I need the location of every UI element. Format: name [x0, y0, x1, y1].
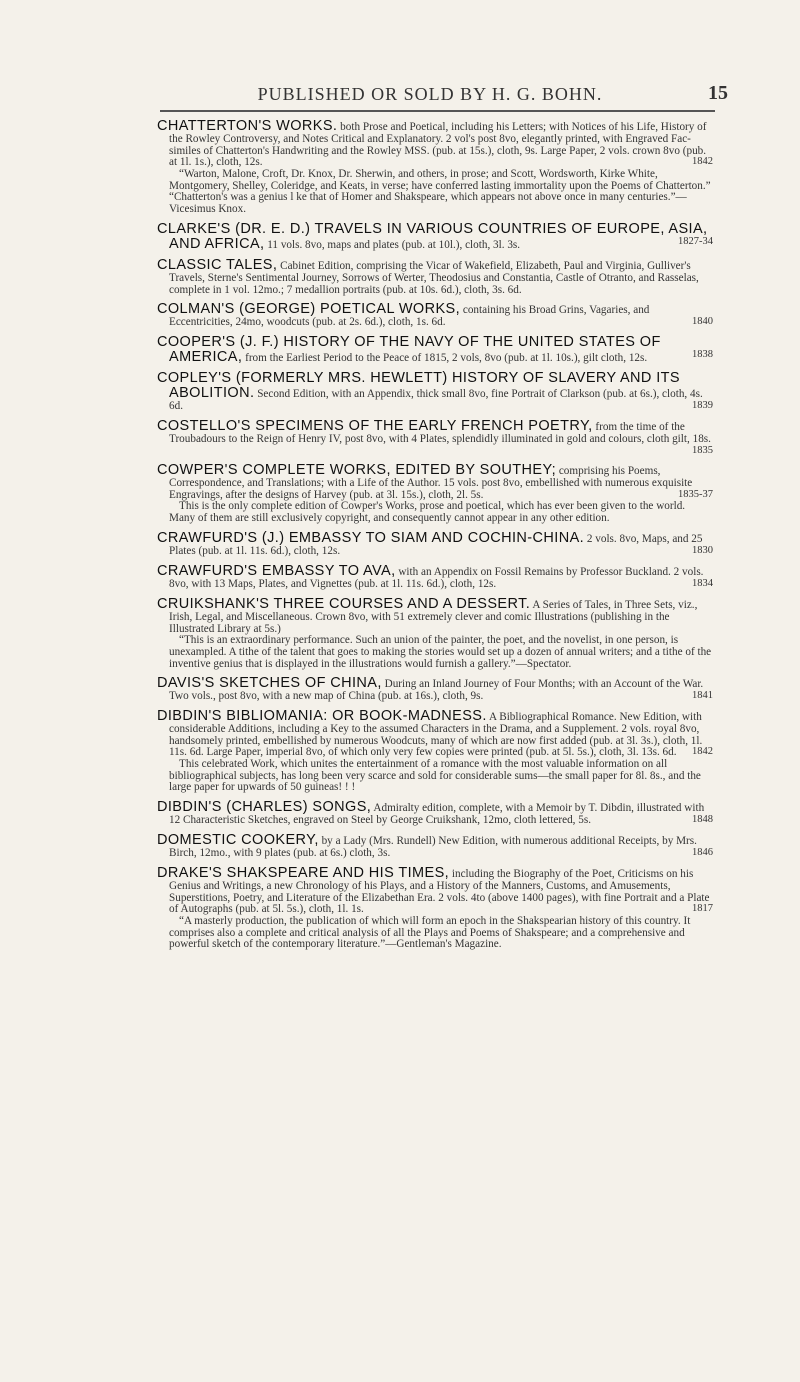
- entry-date: 1842: [692, 156, 713, 168]
- catalogue-entry: [157, 222, 713, 252]
- entry-headword: DOMESTIC COOKERY,: [157, 832, 319, 848]
- header-rule: [160, 110, 715, 112]
- entry-date: 1846: [692, 847, 713, 859]
- entry-description: from the Earliest Period to the Peace of 1815, 2 vols, 8vo (pub. at 1l. 10s.), gilt cloth, 12s.: [245, 352, 648, 365]
- catalogue-entry: [157, 676, 713, 703]
- catalogue-entry: [157, 302, 713, 329]
- entry-text: [157, 833, 713, 860]
- entry-text: [157, 463, 713, 501]
- running-header: PUBLISHED OR SOLD BY H. G. BOHN.: [257, 84, 603, 104]
- catalogue-entry: [157, 709, 713, 794]
- entry-quote: “This is an extraordinary performance. Such an union of the painter, the poet, and the novelist, in one person, is unexampled. A tithe of the talent that goes to making the stories would set up a dozen of annual writers; and a tithe of the inventive genius that is displayed in the illustrations would furnish a gallery.”—Spectator.: [169, 634, 712, 670]
- entry-text: [157, 597, 713, 635]
- entry-date: 1830: [692, 545, 713, 557]
- entry-headword: CHATTERTON'S WORKS.: [157, 118, 338, 134]
- entry-text: [157, 709, 713, 759]
- entry-headword: COOPER'S (J. F.) HISTORY OF THE NAVY OF THE UNITED STATES OF AMERICA,: [157, 334, 661, 366]
- entry-headword: CLARKE'S (DR. E. D.) TRAVELS IN VARIOUS COUNTRIES OF EUROPE, ASIA, AND AFRICA,: [157, 221, 708, 253]
- catalogue-entry: [157, 597, 713, 670]
- entry-description: Second Edition, with an Appendix, thick small 8vo, fine Portrait of Clarkson (pub. at 6s.), cloth, 4s. 6d.: [169, 388, 703, 413]
- entry-text: [157, 222, 713, 252]
- entry-description: from the time of the Troubadours to the Reign of Henry IV, post 8vo, with 4 Plates, splendidly illuminated in gold and colours, cloth gilt, 18s.: [169, 421, 711, 446]
- catalogue-entry: [157, 564, 713, 591]
- entry-text: [157, 371, 713, 413]
- page-number: 15: [708, 82, 728, 104]
- catalogue-entry: [157, 463, 713, 525]
- entry-quote: This is the only complete edition of Cowper's Works, prose and poetical, which has ever been given to the world. Many of them are still exclusively copyright, and consequently cannot appear in any other edition.: [169, 500, 686, 524]
- entry-date: 1835: [692, 444, 713, 456]
- entry-description: Cabinet Edition, comprising the Vicar of Wakefield, Elizabeth, Paul and Virginia, Gulliver's Travels, Sterne's Sentimental Journey, Sorrows of Werter, Theodosius and Constantia, Castle of Otranto, and Rasselas, complete in 1 vol. 12mo.; 7 medallion portraits (pub. at 10s. 6d.), cloth, 3s. 6d.: [169, 260, 699, 296]
- entry-description: by a Lady (Mrs. Rundell) New Edition, with numerous additional Receipts, by Mrs. Birch, 12mo., with 9 plates (pub. at 6s.) cloth, 3s.: [169, 835, 697, 860]
- entry-text: [157, 866, 713, 916]
- entry-description: During an Inland Journey of Four Months; with an Account of the War. Two vols., post 8vo, with a new map of China (pub. at 16s.), cloth, 9s.: [169, 678, 704, 703]
- entry-description: with an Appendix on Fossil Remains by Professor Buckland. 2 vols. 8vo, with 13 Maps, Plates, and Vignettes (pub. at 1l. 11s. 6d.), cloth, 12s.: [169, 566, 704, 591]
- entry-description: both Prose and Poetical, including his Letters; with Notices of his Life, History of the Rowley Controversy, and Notes Critical and Explanatory. 2 vol's post 8vo, elegantly printed, with Engraved Fac-similes of Chatterton's Handwriting and the Rowley MSS. (pub. at 15s.), cloth, 9s. Large Paper, 2 vols. crown 8vo (pub. at 1l. 1s.), cloth, 12s.: [169, 121, 707, 169]
- entry-date: 1827-34: [678, 236, 713, 248]
- entry-date: 1848: [692, 814, 713, 826]
- entry-text: [157, 258, 713, 296]
- catalogue-entry: [157, 800, 713, 827]
- entry-date: 1817: [692, 903, 713, 915]
- entry-text: [157, 531, 713, 558]
- entry-headword: DIBDIN'S (CHARLES) SONGS,: [157, 799, 372, 815]
- entry-headword: COPLEY'S (FORMERLY MRS. HEWLETT) HISTORY OF SLAVERY AND ITS ABOLITION.: [157, 370, 680, 402]
- entry-date: 1842: [692, 746, 713, 758]
- entry-headword: DRAKE'S SHAKSPEARE AND HIS TIMES,: [157, 865, 450, 881]
- entry-description: Admiralty edition, complete, with a Memoir by T. Dibdin, illustrated with 12 Characteristic Sketches, engraved on Steel by George Cruikshank, 12mo, cloth lettered, 5s.: [169, 802, 705, 827]
- entry-date: 1838: [692, 349, 713, 361]
- entry-headword: COLMAN'S (GEORGE) POETICAL WORKS,: [157, 301, 461, 317]
- entry-text: [157, 800, 713, 827]
- catalogue-entry: [157, 866, 713, 951]
- entry-quote: “A masterly production, the publication of which will form an epoch in the Shakspearian history of this country. It comprises also a complete and critical analysis of all the Plays and Poems of Shakspeare; and a comprehensive and powerful sketch of the contemporary literature.”—Gentleman's Magazine.: [169, 915, 691, 951]
- catalogue-entry: [157, 258, 713, 296]
- entry-headword: CRAWFURD'S EMBASSY TO AVA,: [157, 563, 396, 579]
- entry-headword: DIBDIN'S BIBLIOMANIA: OR BOOK-MADNESS.: [157, 708, 487, 724]
- entry-description: 11 vols. 8vo, maps and plates (pub. at 10l.), cloth, 3l. 3s.: [267, 239, 521, 252]
- entry-text: [157, 119, 713, 169]
- entry-headword: CRUIKSHANK'S THREE COURSES AND A DESSERT.: [157, 596, 531, 612]
- entry-date: 1835-37: [678, 488, 713, 500]
- catalogue-entry: [157, 833, 713, 860]
- entry-headword: DAVIS'S SKETCHES OF CHINA,: [157, 675, 382, 691]
- catalogue-entry: [157, 531, 713, 558]
- entry-headword: CRAWFURD'S (J.) EMBASSY TO SIAM AND COCHIN-CHINA.: [157, 530, 585, 546]
- entry-date: 1841: [692, 690, 713, 702]
- entry-description: 2 vols. 8vo, Maps, and 25 Plates (pub. at 1l. 11s. 6d.), cloth, 12s.: [169, 533, 703, 558]
- entry-description: comprising his Poems, Correspondence, and Translations; with a Life of the Author. 15 vols. post 8vo, embellished with numerous exquisite Engravings, after the designs of Harvey (pub. at 3l. 15s.), cloth, 2l. 5s.: [169, 465, 693, 501]
- catalogue-entry: [157, 419, 713, 457]
- entry-description: A Bibliographical Romance. New Edition, with considerable Additions, including a Key to the assumed Characters in the Drama, and a Supplement. 2 vols. royal 8vo, handsomely printed, embellished by numerous Woodcuts, many of which are now first added (pub. at 3l. 3s.), cloth, 1l. 11s. 6d. Large Paper, imperial 8vo, of which only very few copies were printed (pub. at 5l. 5s.), cloth, 3l. 13s. 6d.: [169, 711, 703, 759]
- entry-description: containing his Broad Grins, Vagaries, and Eccentricities, 24mo, woodcuts (pub. at 2s. 6d.), cloth, 1s. 6d.: [169, 304, 650, 329]
- entry-quote: “Warton, Malone, Croft, Dr. Knox, Dr. Sherwin, and others, in prose; and Scott, Wordsworth, Kirke White, Montgomery, Shelley, Coleridge, and Keats, in verse; have conferred lasting immortality upon the Poems of Chatterton.” “Chatterton's was a genius l ke that of Homer and Shakspeare, which appears not above once in many centuries.”—Vicesimus Knox.: [169, 168, 711, 215]
- entry-description: A Series of Tales, in Three Sets, viz., Irish, Legal, and Miscellaneous. Crown 8vo, with 51 extremely clever and comic Illustrations (publishing in the Illustrated Library at 5s.): [169, 599, 698, 635]
- entry-text: [157, 335, 713, 365]
- entry-text: [157, 418, 713, 456]
- catalogue-entry: [157, 119, 713, 216]
- entry-headword: COSTELLO'S SPECIMENS OF THE EARLY FRENCH POETRY,: [157, 418, 593, 434]
- entry-headword: CLASSIC TALES,: [157, 257, 278, 273]
- catalogue-entry: [157, 371, 713, 413]
- entry-date: 1840: [692, 316, 713, 328]
- entry-description: including the Biography of the Poet, Criticisms on his Genius and Writings, a new Chronology of his Plays, and a History of the Manners, Customs, and Amusements, Superstitions, Poetry, and Literature of the Elizabethan Era. 2 vols. 4to (above 1400 pages), with fine Portrait and a Plate of Autographs (pub. at 5l. 5s.), cloth, 1l. 1s.: [169, 868, 710, 916]
- entry-quote: This celebrated Work, which unites the entertainment of a romance with the most valuable information on all bibliographical subjects, has long been very scarce and sold for considerable sums—the small paper for 8l. 8s., and the large paper for upwards of 50 guineas! ! !: [169, 758, 701, 794]
- entry-date: 1834: [692, 578, 713, 590]
- entry-headword: COWPER'S COMPLETE WORKS, EDITED BY SOUTHEY;: [157, 462, 557, 478]
- entry-date: 1839: [692, 400, 713, 412]
- entry-text: [157, 302, 713, 329]
- catalogue-entry: [157, 335, 713, 365]
- entry-text: [157, 676, 713, 703]
- entry-text: [157, 564, 713, 591]
